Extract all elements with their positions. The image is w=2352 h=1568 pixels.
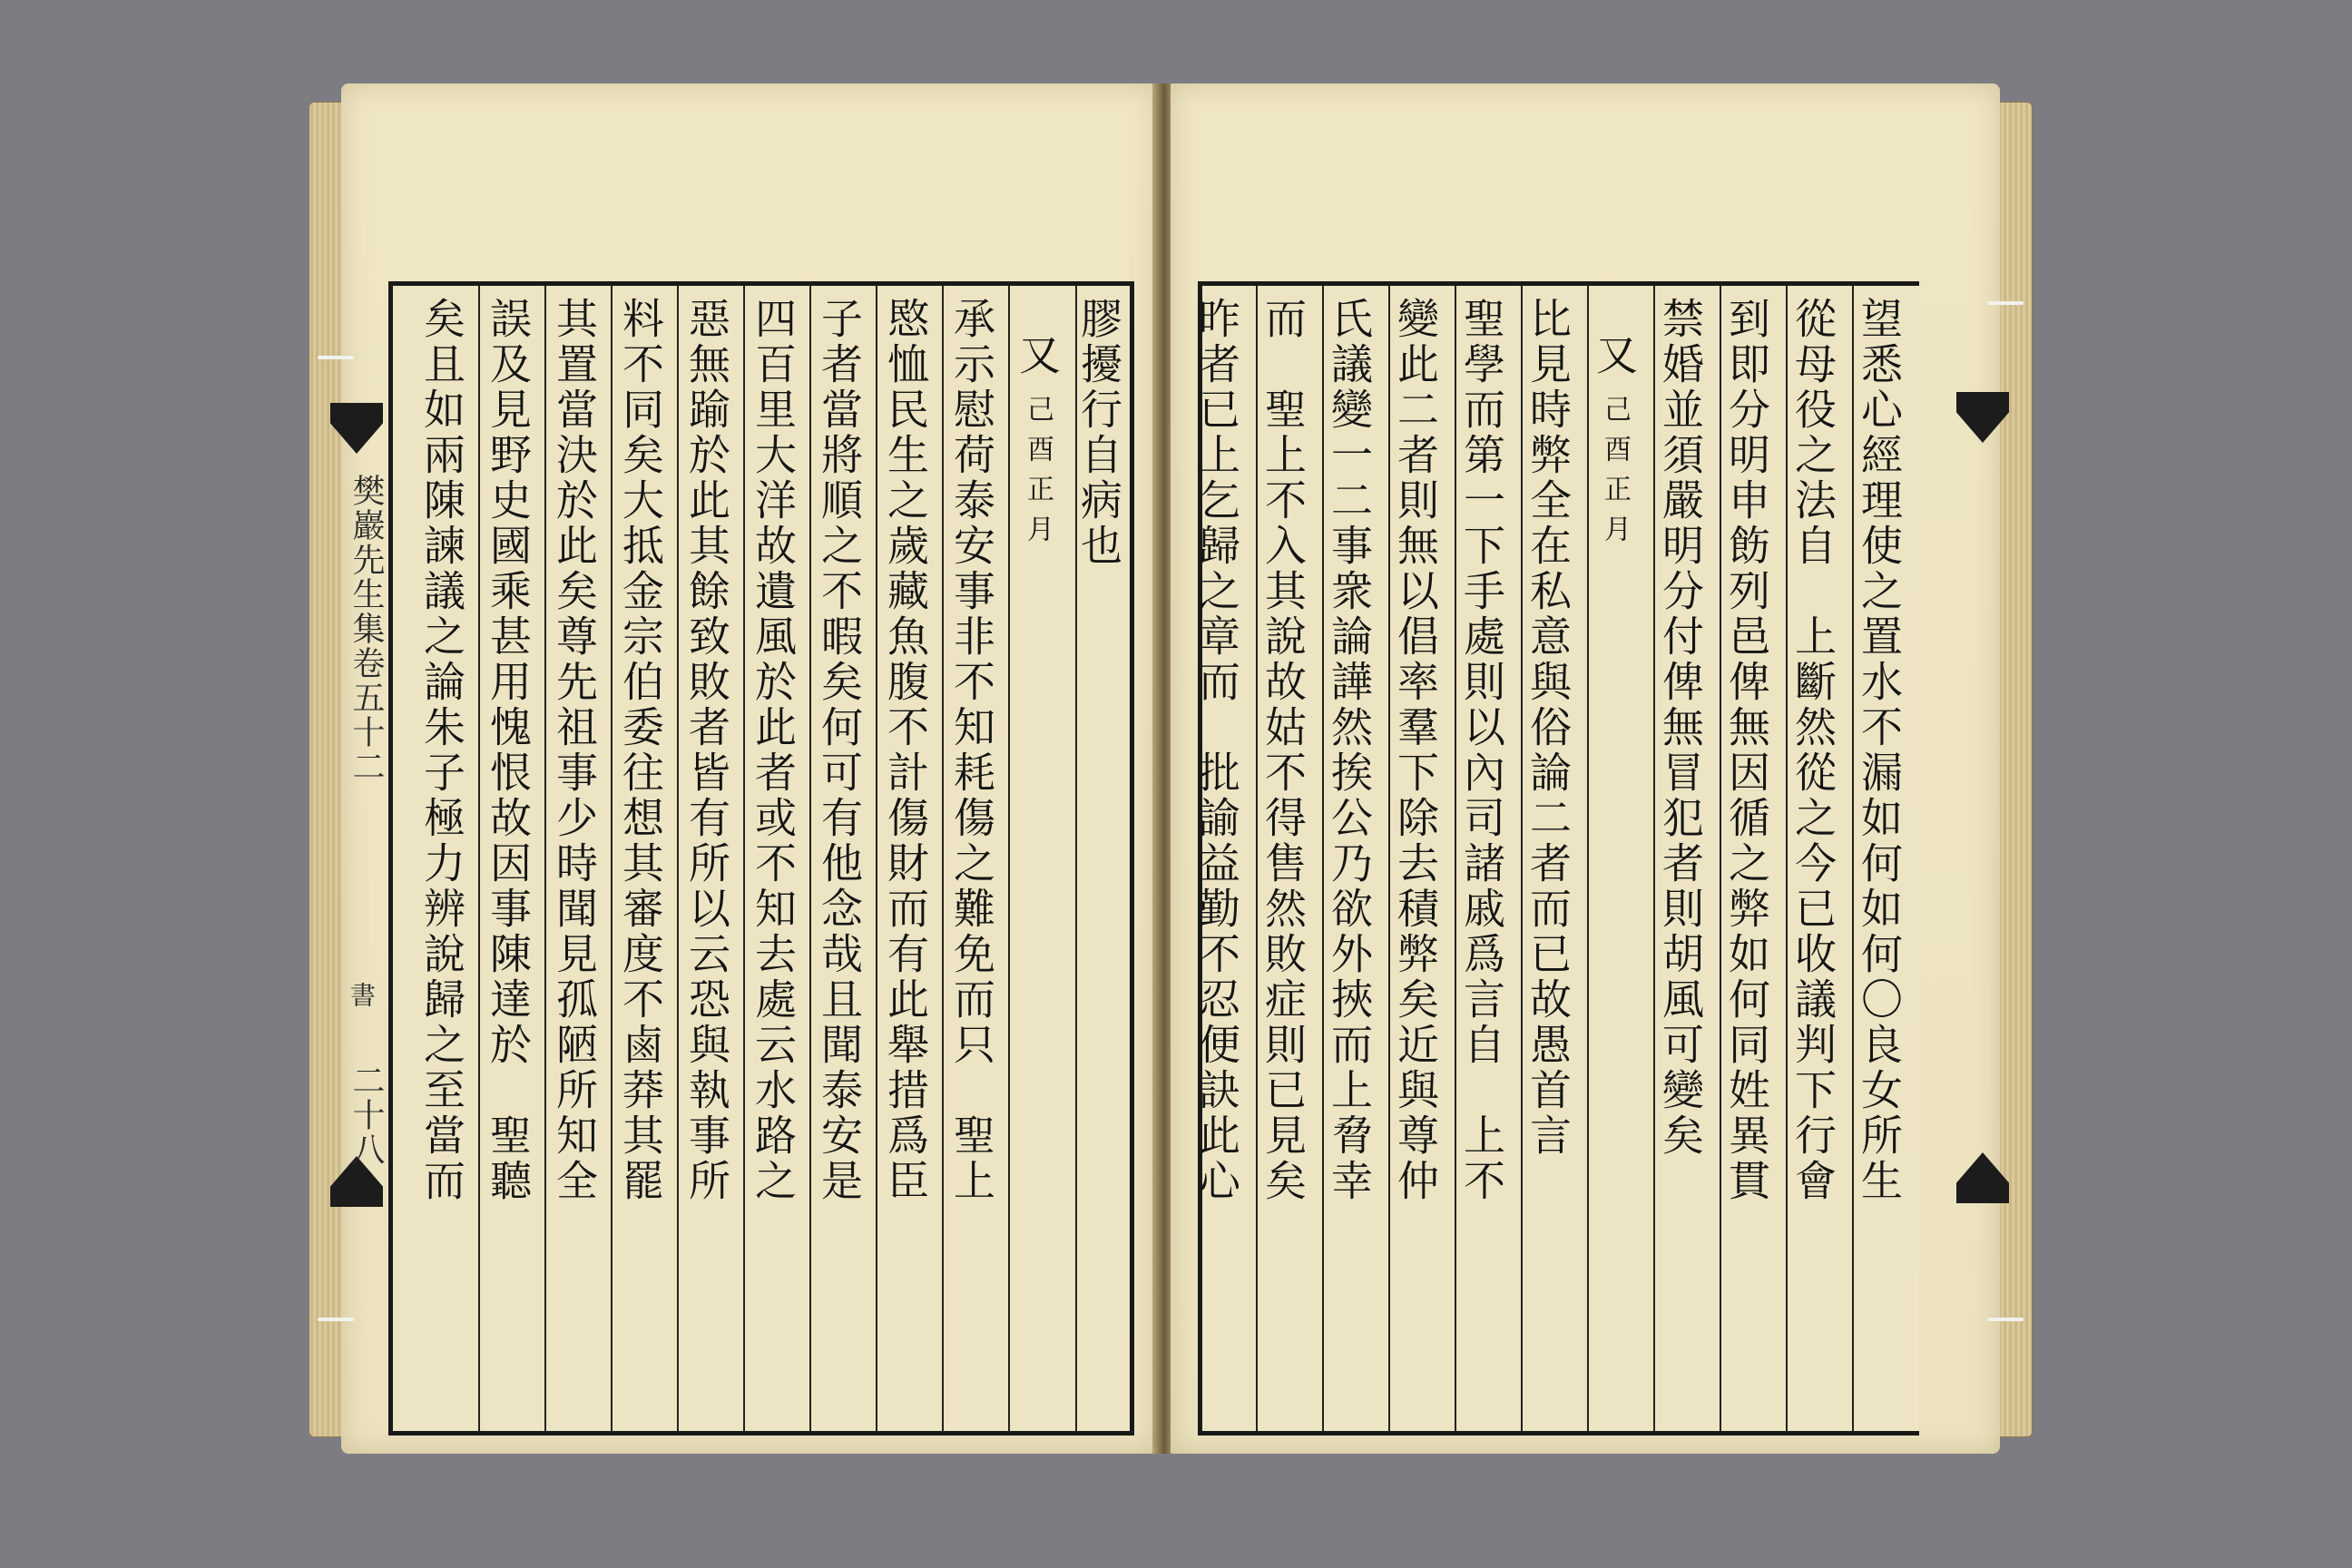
page-number: 二十八	[348, 1063, 385, 1167]
text-column: 聖學而第一下手處則以內司諸戚爲言自 上不	[1457, 297, 1506, 1204]
binding-thread	[1987, 301, 2024, 305]
text-column: 矣且如兩陳諫議之論朱子極力辨說歸之至當而	[417, 297, 466, 1204]
left-page	[341, 83, 1158, 1454]
text-column: 比見時弊全在私意與俗論二者而已故愚首言	[1524, 297, 1573, 1159]
binding-thread	[318, 356, 354, 359]
right-text-frame	[1192, 281, 1919, 1436]
text-column: 望悉心經理使之置水不漏如何如何〇良女所生	[1855, 297, 1904, 1204]
text-column: 子者當將順之不暇矣何可有他念哉且聞泰安是	[815, 297, 864, 1204]
book-title: 樊巖先生集卷五十二	[348, 474, 385, 784]
date-note: 己酉正月	[1599, 395, 1631, 554]
text-column: 承示慰荷泰安事非不知耗傷之難免而只 聖上	[947, 297, 996, 1204]
column-rule	[876, 286, 877, 1431]
text-column: 昨者已上乞歸之章而 批諭益勤不忍便訣此心	[1192, 297, 1241, 1204]
binding-thread	[1987, 1318, 2024, 1321]
binding-thread	[318, 1318, 354, 1321]
column-rule	[942, 286, 944, 1431]
text-column: 到即分明申飭列邑俾無因循之弊如何同姓異貫	[1722, 297, 1771, 1204]
column-rule	[743, 286, 745, 1431]
text-column: 從母役之法自 上斷然從之今已收議判下行會	[1788, 297, 1838, 1204]
text-column: 惡無踰於此其餘致敗者皆有所以云恐與執事所	[682, 297, 731, 1204]
column-rule	[611, 286, 612, 1431]
text-column: 變此二者則無以倡率羣下除去積弊矣近與尊仲	[1391, 297, 1440, 1204]
date-note: 己酉正月	[1022, 395, 1054, 554]
text-column: 四百里大洋故遺風於此者或不知去處云水路之	[749, 297, 798, 1204]
left-text-frame	[388, 281, 1134, 1436]
text-column: 而 聖上不入其說故姑不得售然敗症則已見矣	[1259, 297, 1308, 1204]
text-column-heading: 又	[1590, 333, 1639, 378]
text-column: 料不同矣大抵金宗伯委往想其審度不鹵莽其罷	[616, 297, 665, 1204]
text-column: 誤及見野史國乘甚用愧恨故因事陳達於 聖聽	[484, 297, 533, 1204]
column-rule	[809, 286, 811, 1431]
column-rule	[677, 286, 679, 1431]
text-column: 膠擾行自病也	[1074, 297, 1123, 569]
right-page	[1171, 83, 2000, 1454]
open-book	[309, 83, 2033, 1454]
text-column: 其置當決於此矣尊先祖事少時聞見孤陋所知全	[550, 297, 599, 1204]
section-label: 書	[347, 982, 377, 1009]
text-column: 愍恤民生之歲藏魚腹不計傷財而有此舉措爲臣	[881, 297, 930, 1204]
text-column-heading: 又	[1013, 333, 1062, 378]
text-column: 禁婚並須嚴明分付俾無冒犯者則胡風可變矣	[1656, 297, 1705, 1159]
column-rule	[544, 286, 546, 1431]
column-rule	[478, 286, 480, 1431]
text-column: 氏議變一二事衆論譁然挨公乃欲外挾而上脅幸	[1325, 297, 1374, 1204]
